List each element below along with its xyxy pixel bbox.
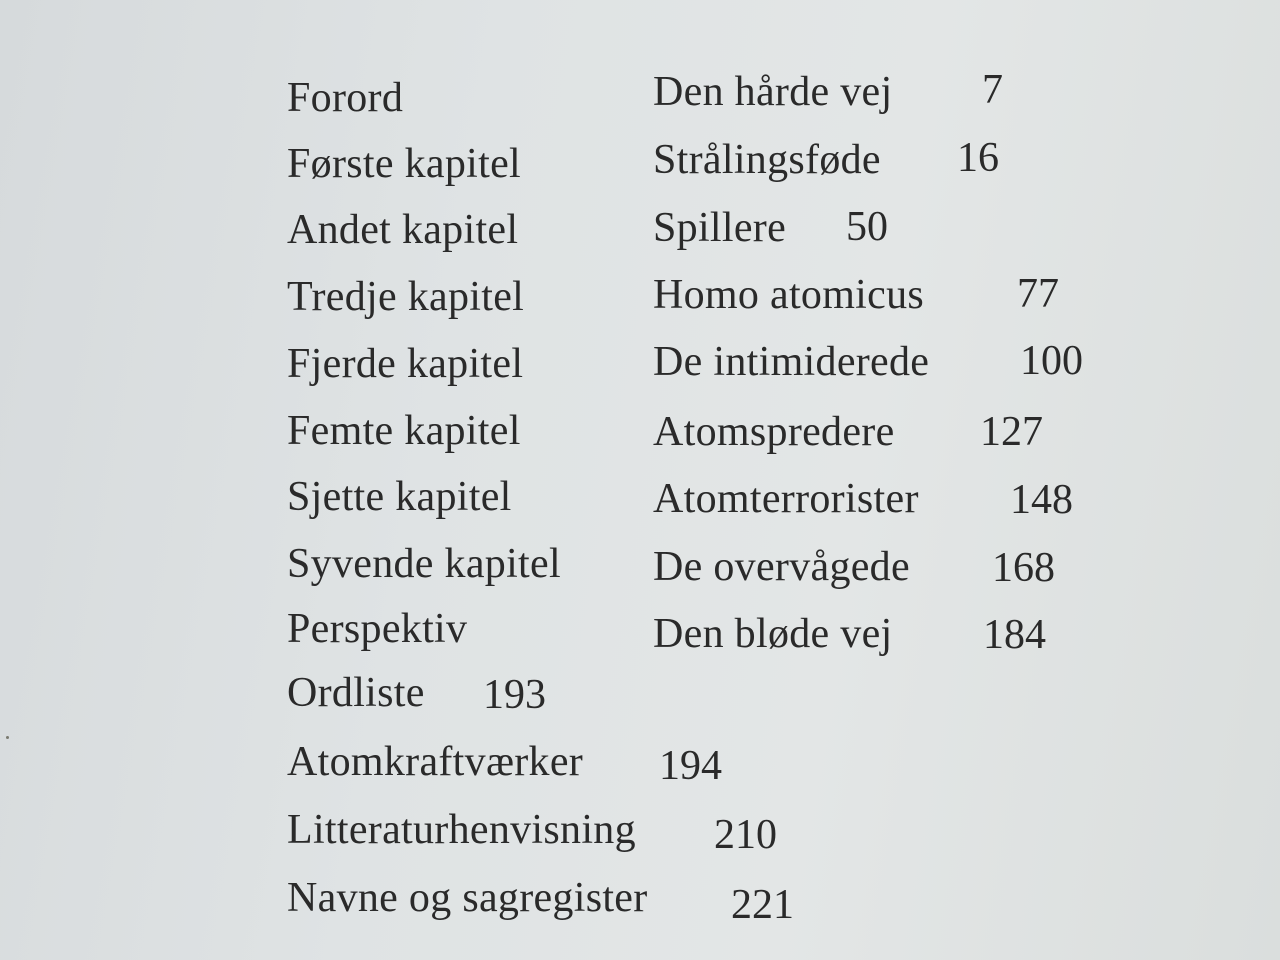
appendix-row (0, 734, 1280, 790)
chapter-title: Den hårde vej (653, 69, 893, 115)
toc-row (0, 536, 1280, 592)
toc-row (0, 403, 1280, 459)
chapter-label: Sjette kapitel (287, 474, 512, 520)
page-number: 7 (982, 67, 1003, 113)
toc-row (0, 469, 1280, 525)
page-number: 184 (983, 612, 1046, 658)
appendix-row (0, 870, 1280, 926)
page-number: 100 (1020, 338, 1083, 384)
chapter-title: Den bløde vej (653, 611, 893, 657)
page-number: 148 (1010, 477, 1073, 523)
appendix-row (0, 665, 1280, 721)
page-number: 221 (731, 882, 794, 928)
chapter-title: Strålingsføde (653, 137, 881, 183)
page-number: 193 (483, 672, 546, 718)
chapter-title: Spillere (653, 205, 787, 251)
chapter-title: De intimiderede (653, 339, 930, 385)
toc-row (0, 202, 1280, 258)
chapter-title: Homo atomicus (653, 272, 925, 318)
page-number: 194 (659, 743, 722, 789)
chapter-label: Fjerde kapitel (287, 341, 524, 387)
toc-row (0, 269, 1280, 325)
toc-row (0, 67, 1280, 126)
page-number: 50 (846, 204, 888, 250)
appendix-title: Ordliste (287, 670, 425, 716)
toc-row (0, 136, 1280, 192)
chapter-label: Forord (287, 75, 404, 121)
toc-row (0, 601, 1280, 657)
toc-row (0, 336, 1280, 392)
page-number: 168 (992, 545, 1055, 591)
page-number: 127 (980, 409, 1043, 455)
chapter-label: Syvende kapitel (287, 541, 561, 587)
appendix-row (0, 802, 1280, 858)
chapter-label: Andet kapitel (287, 207, 519, 253)
appendix-title: Litteraturhenvisning (287, 807, 636, 853)
chapter-label: Femte kapitel (287, 408, 521, 454)
chapter-label: Første kapitel (287, 141, 521, 187)
chapter-title: De overvågede (653, 544, 910, 590)
chapter-label: Perspektiv (287, 606, 468, 652)
chapter-title: Atomterrorister (653, 476, 919, 522)
chapter-label: Tredje kapitel (287, 274, 525, 320)
appendix-title: Navne og sagregister (287, 875, 648, 921)
appendix-title: Atomkraftværker (287, 739, 584, 785)
chapter-title: Atomspredere (653, 409, 895, 455)
page-number: 77 (1017, 271, 1059, 317)
paper-speck (6, 736, 9, 739)
page-number: 16 (957, 135, 999, 181)
page-number: 210 (714, 812, 777, 858)
